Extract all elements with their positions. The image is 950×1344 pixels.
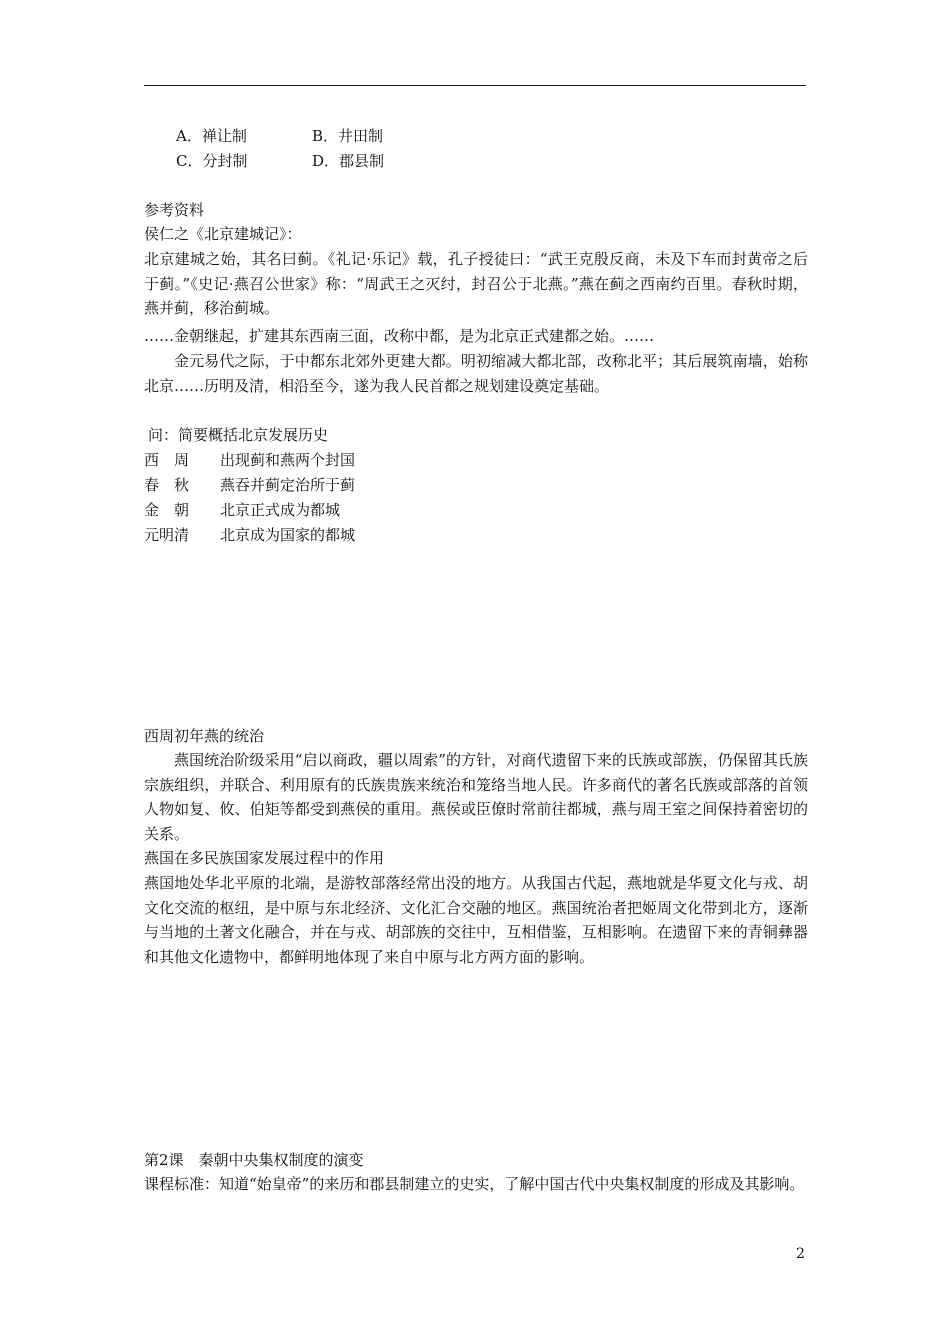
reference-source: 侯仁之《北京建城记》： <box>144 225 302 243</box>
era-description: 北京成为国家的都城 <box>220 526 356 544</box>
yan-paragraph-2: 燕国地处华北平原的北端，是游牧部落经常出没的地方。从我国古代起，燕地就是华夏文化与戎、胡文化交流的枢纽，是中原与东北经济、文化汇合交融的地区。燕国统治者把姬周文化带到北方，逐渐与当地的土著文化融合，并在与戎、胡部族的交往中，互相借鉴，互相影响。在遗留下来的青铜彝器和其他文化遗物中，都鲜明地体现了来自中原与北方两方面的影响。 <box>144 874 808 966</box>
era-label: 春 秋 <box>144 476 190 494</box>
era-label: 元明清 <box>144 526 190 544</box>
option-c: C．分封制 <box>176 152 248 170</box>
lesson-title: 第2课 秦朝中央集权制度的演变 <box>144 1151 364 1169</box>
era-description: 燕吞并蓟定治所于蓟 <box>220 476 356 494</box>
yan-heading-2: 燕国在多民族国家发展过程中的作用 <box>144 849 385 867</box>
reference-paragraph-2: ……金朝继起，扩建其东西南三面，改称中都，是为北京正式建都之始。…… <box>144 327 655 345</box>
option-b: B．井田制 <box>312 127 384 145</box>
option-d: D．郡县制 <box>312 152 385 170</box>
era-description: 北京正式成为都城 <box>220 501 341 519</box>
page-number: 2 <box>796 1246 805 1262</box>
yan-heading-1: 西周初年燕的统治 <box>144 727 265 745</box>
option-a: A．禅让制 <box>176 127 247 145</box>
header-rule <box>144 85 806 86</box>
era-description: 出现蓟和燕两个封国 <box>220 451 356 469</box>
reference-paragraph-1: 北京建城之始，其名曰蓟。《礼记·乐记》载，孔子授徒曰：“武王克殷反商，未及下车而封黄帝之后于蓟。”《史记·燕召公世家》称：“周武王之灭纣，封召公于北燕。”燕在蓟之西南约百里。春秋时期，燕并蓟，移治蓟城。 <box>144 250 808 317</box>
era-label: 西 周 <box>144 451 190 469</box>
question-text: 问：简要概括北京发展历史 <box>148 426 329 444</box>
yan-paragraph-1: 燕国统治阶级采用“启以商政，疆以周索”的方针，对商代遗留下来的氏族或部族，仍保留其氏族宗族组织，并联合、利用原有的氏族贵族来统治和笼络当地人民。许多商代的著名氏族或部落的首领人物如复、攸、伯矩等都受到燕侯的重用。燕侯或臣僚时常前往都城，燕与周王室之间保持着密切的关系。 <box>144 751 808 843</box>
era-label: 金 朝 <box>144 501 190 519</box>
reference-heading: 参考资料 <box>144 201 205 219</box>
reference-paragraph-3: 金元易代之际，于中都东北郊外更建大都。明初缩减大都北部，改称北平；其后展筑南墙，始称北京……历明及清，相沿至今，遂为我人民首都之规划建设奠定基础。 <box>144 352 808 395</box>
lesson-standard: 课程标准：知道“始皇帝”的来历和郡县制建立的史实，了解中国古代中央集权制度的形成及其影响。 <box>144 1175 805 1193</box>
